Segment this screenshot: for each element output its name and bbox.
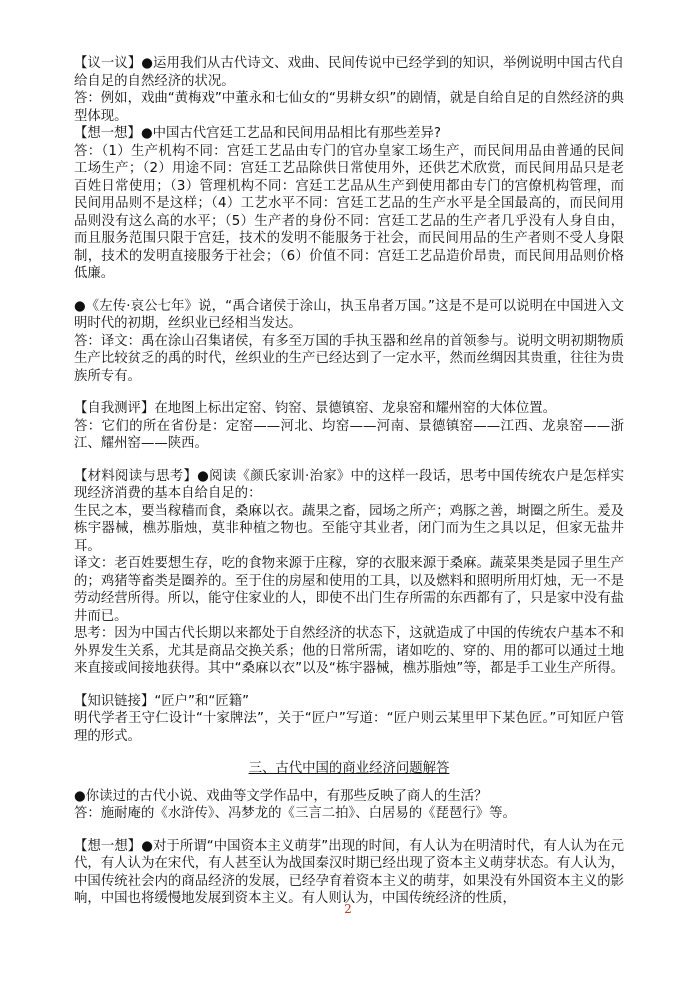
reading-source-text: 生民之本，要当稼穑而食，桑麻以衣。蔬果之畜，园场之所产；鸡豚之善，埘圈之所生。爰及栋宇器械，樵苏脂烛，莫非种植之物也。至能守其业者，闭门而为生之具以足，但家无盐井耳。 bbox=[74, 503, 624, 554]
think-prompt: 【想一想】●中国古代宫廷工艺品和民间用品相比有那些差异? bbox=[74, 126, 441, 141]
spacer bbox=[74, 778, 624, 788]
spacer bbox=[74, 453, 624, 468]
capitalism-sprouts-prompt: 【想一想】●对于所谓“中国资本主义萌芽”出现的时间，有人认为在明清时代，有人认为在元代，有人认为在宋代，有人甚至认为战国秦汉时期已经出现了资本主义萌芽状态。有人认为，中国传统社会内的商品经济的发展，已经孕育着资本主义的萌芽，如果没有外国资本主义的影响，中国也将缓慢地发展到资本主义。有人则认为，中国传统经济的性质， bbox=[74, 838, 624, 906]
knowledge-link-heading: 【知识链接】“匠户”和“匠籍” bbox=[74, 693, 250, 709]
section-title: 三、古代中国的商业经济问题解答 bbox=[248, 761, 450, 776]
spacer bbox=[74, 283, 624, 298]
zuozhuan-answer: 答：译文：禹在涂山召集诸侯，有多至万国的手执玉器和丝帛的首领参与。说明文明初期物质生产比较贫乏的禹的时代，丝织业的生产已经达到了一定水平，然而丝绸因其贵重，往往为贵族所专有。 bbox=[74, 333, 624, 384]
merchant-answer: 答：施耐庵的《水浒传》、冯梦龙的《三言二拍》、白居易的《琵琶行》等。 bbox=[74, 806, 516, 821]
spacer bbox=[74, 823, 624, 838]
discussion-answer: 答：例如，戏曲“黄梅戏”中董永和七仙女的“男耕女织”的剧情，就是自给自足的自然经济的典型体现。 bbox=[74, 91, 624, 124]
zuozhuan-question: ●《左传·哀公七年》说，“禹合诸侯于涂山，执玉帛者万国。”这是不是可以说明在中国进入文明时代的初期，丝织业已经相当发达。 bbox=[74, 298, 624, 331]
page-number: 2 bbox=[344, 902, 352, 916]
think-answer: 答：（1）生产机构不同：宫廷工艺品由专门的官办皇家工场生产，而民间用品由普通的民间工场生产；（2）用途不同：宫廷工艺品除供日常使用外，还供艺术欣赏，而民间用品只是老百姓日常使用；（3）管理机构不同：宫廷工艺品从生产到使用都由专门的宫僚机构管理，而民间用品则不是这样；（4）工艺水平不同：宫廷工艺品的生产水平是全国最高的，而民间用品则没有这么高的水平；（5）生产者的身份不同：宫廷工艺品的生产者几乎没有人身自由，而且服务范围只限于宫廷，技术的发明不能服务于社会，而民间用品的生产者则不受人身限制，技术的发明直接服务于社会；（6）价值不同：宫廷工艺品造价昂贵，而民间用品则价格低廉。 bbox=[74, 143, 624, 281]
spacer bbox=[74, 745, 624, 760]
reading-reflection: 思考：因为中国古代长期以来都处于自然经济的状态下，这就造成了中国的传统农户基本不和外界发生关系，尤其是商品交换关系；他的日常所需，诸如吃的、穿的、用的都可以通过土地来直接或间接地获得。其中“桑麻以衣”以及“栋宇器械，樵苏脂烛”等，都是手工业生产所得。 bbox=[74, 626, 624, 676]
self-test-answer: 答：它们的所在省份是：定窑——河北、均窑——河南、景德镇窑——江西、龙泉窑——浙江、耀州窑——陕西。 bbox=[74, 418, 624, 451]
spacer bbox=[74, 678, 624, 693]
discussion-prompt: 【议一议】●运用我们从古代诗文、戏曲、民间传说中已经学到的知识，举例说明中国古代自给自足的自然经济的状况。 bbox=[74, 56, 624, 89]
knowledge-link-text: 明代学者王守仁设计“十家牌法”，关于“匠户”写道：“匠户则云某里甲下某色匠。”可知匠户管理的形式。 bbox=[74, 711, 624, 744]
spacer bbox=[74, 385, 624, 400]
reading-prompt: 【材料阅读与思考】●阅读《颜氏家训·治家》中的这样一段话，思考中国传统农户是怎样实现经济消费的基本自给自足的： bbox=[74, 468, 624, 501]
self-test-prompt: 【自我测评】在地图上标出定窑、钧窑、景德镇窑、龙泉窑和耀州窑的大体位置。 bbox=[74, 401, 557, 416]
reading-translation: 译文：老百姓要想生存，吃的食物来源于庄稼，穿的衣服来源于桑麻。蔬菜果类是园子里生产的；鸡猪等畜类是圈养的。至于住的房屋和使用的工具，以及燃料和照明所用灯烛，无一不是劳动经营所得。所以，能守住家业的人，即使不出门生存所需的东西都有了，只是家中没有盐井而已。 bbox=[74, 556, 624, 624]
document-body bbox=[74, 55, 624, 908]
merchant-question: ●你读过的古代小说、戏曲等文学作品中，有那些反映了商人的生活？ bbox=[74, 788, 488, 804]
